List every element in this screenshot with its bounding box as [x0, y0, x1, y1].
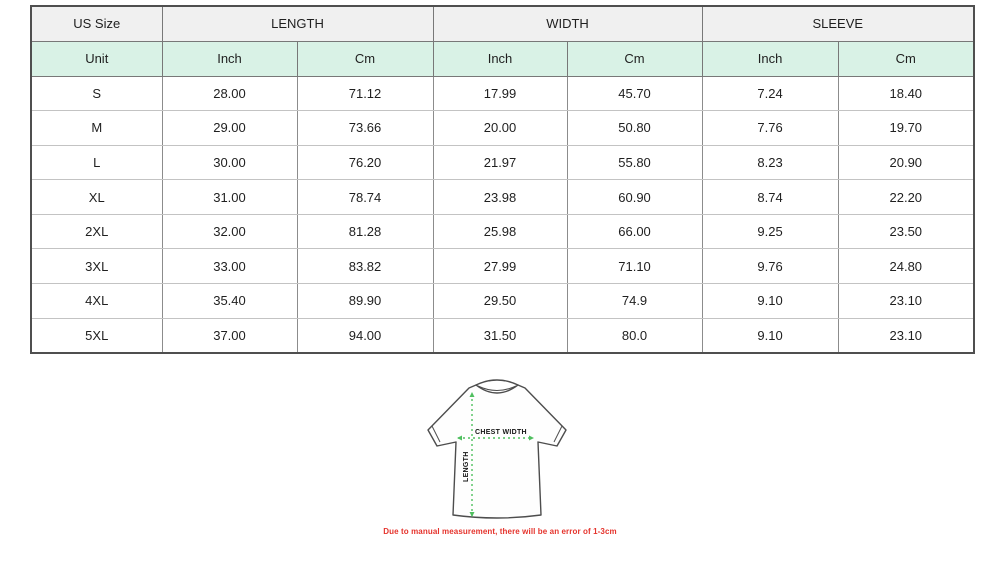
- table-row-l: [31, 145, 974, 180]
- length-cm-label: Cm: [297, 41, 433, 76]
- value-cell: 71.10: [567, 249, 702, 284]
- value-cell: 7.24: [702, 76, 838, 111]
- size-cell: 5XL: [31, 318, 162, 353]
- value-cell: 9.76: [702, 249, 838, 284]
- value-cell: 76.20: [297, 145, 433, 180]
- value-cell: 50.80: [567, 111, 702, 146]
- unit-header-row: [31, 41, 974, 76]
- header-length: LENGTH: [162, 6, 433, 41]
- header-sleeve: SLEEVE: [702, 6, 974, 41]
- table-row-5xl: [31, 318, 974, 353]
- chest-width-label: CHEST WIDTH: [475, 429, 527, 436]
- width-inch-label: Inch: [433, 41, 567, 76]
- tshirt-measurement-diagram: [412, 368, 582, 526]
- value-cell: 80.0: [567, 318, 702, 353]
- value-cell: 31.50: [433, 318, 567, 353]
- value-cell: 45.70: [567, 76, 702, 111]
- value-cell: 37.00: [162, 318, 297, 353]
- size-table-container: [30, 5, 975, 354]
- value-cell: 23.50: [838, 214, 974, 249]
- value-cell: 83.82: [297, 249, 433, 284]
- table-row-xl: [31, 180, 974, 215]
- value-cell: 29.50: [433, 284, 567, 319]
- value-cell: 31.00: [162, 180, 297, 215]
- value-cell: 8.74: [702, 180, 838, 215]
- tshirt-outline: [428, 385, 566, 518]
- value-cell: 22.20: [838, 180, 974, 215]
- size-cell: L: [31, 145, 162, 180]
- value-cell: 73.66: [297, 111, 433, 146]
- value-cell: 71.12: [297, 76, 433, 111]
- value-cell: 21.97: [433, 145, 567, 180]
- value-cell: 18.40: [838, 76, 974, 111]
- value-cell: 81.28: [297, 214, 433, 249]
- value-cell: 9.10: [702, 284, 838, 319]
- value-cell: 33.00: [162, 249, 297, 284]
- width-cm-label: Cm: [567, 41, 702, 76]
- value-cell: 9.10: [702, 318, 838, 353]
- table-row-s: [31, 76, 974, 111]
- value-cell: 74.9: [567, 284, 702, 319]
- measurement-disclaimer: Due to manual measurement, there will be an error of 1-3cm: [383, 527, 617, 536]
- value-cell: 19.70: [838, 111, 974, 146]
- value-cell: 9.25: [702, 214, 838, 249]
- table-row-4xl: [31, 284, 974, 319]
- header-us-size: US Size: [31, 6, 162, 41]
- value-cell: 8.23: [702, 145, 838, 180]
- table-row-3xl: [31, 249, 974, 284]
- value-cell: 24.80: [838, 249, 974, 284]
- value-cell: 20.00: [433, 111, 567, 146]
- value-cell: 35.40: [162, 284, 297, 319]
- group-header-row: [31, 6, 974, 41]
- tshirt-diagram-svg: [412, 368, 582, 526]
- size-cell: S: [31, 76, 162, 111]
- sleeve-cm-label: Cm: [838, 41, 974, 76]
- value-cell: 78.74: [297, 180, 433, 215]
- size-cell: M: [31, 111, 162, 146]
- sleeve-inch-label: Inch: [702, 41, 838, 76]
- value-cell: 23.10: [838, 318, 974, 353]
- value-cell: 94.00: [297, 318, 433, 353]
- value-cell: 29.00: [162, 111, 297, 146]
- value-cell: 27.99: [433, 249, 567, 284]
- size-table: [30, 5, 975, 354]
- value-cell: 25.98: [433, 214, 567, 249]
- collar-back-icon: [476, 380, 518, 385]
- value-cell: 20.90: [838, 145, 974, 180]
- value-cell: 23.10: [838, 284, 974, 319]
- value-cell: 17.99: [433, 76, 567, 111]
- value-cell: 66.00: [567, 214, 702, 249]
- header-width: WIDTH: [433, 6, 702, 41]
- unit-label: Unit: [31, 41, 162, 76]
- value-cell: 60.90: [567, 180, 702, 215]
- size-cell: 4XL: [31, 284, 162, 319]
- value-cell: 28.00: [162, 76, 297, 111]
- size-cell: 2XL: [31, 214, 162, 249]
- table-row-m: [31, 111, 974, 146]
- value-cell: 55.80: [567, 145, 702, 180]
- length-inch-label: Inch: [162, 41, 297, 76]
- value-cell: 30.00: [162, 145, 297, 180]
- value-cell: 89.90: [297, 284, 433, 319]
- value-cell: 7.76: [702, 111, 838, 146]
- size-cell: 3XL: [31, 249, 162, 284]
- size-cell: XL: [31, 180, 162, 215]
- value-cell: 32.00: [162, 214, 297, 249]
- size-table-body: [31, 76, 974, 353]
- table-row-2xl: [31, 214, 974, 249]
- length-label: LENGTH: [463, 451, 470, 482]
- size-table-header: [31, 6, 974, 76]
- value-cell: 23.98: [433, 180, 567, 215]
